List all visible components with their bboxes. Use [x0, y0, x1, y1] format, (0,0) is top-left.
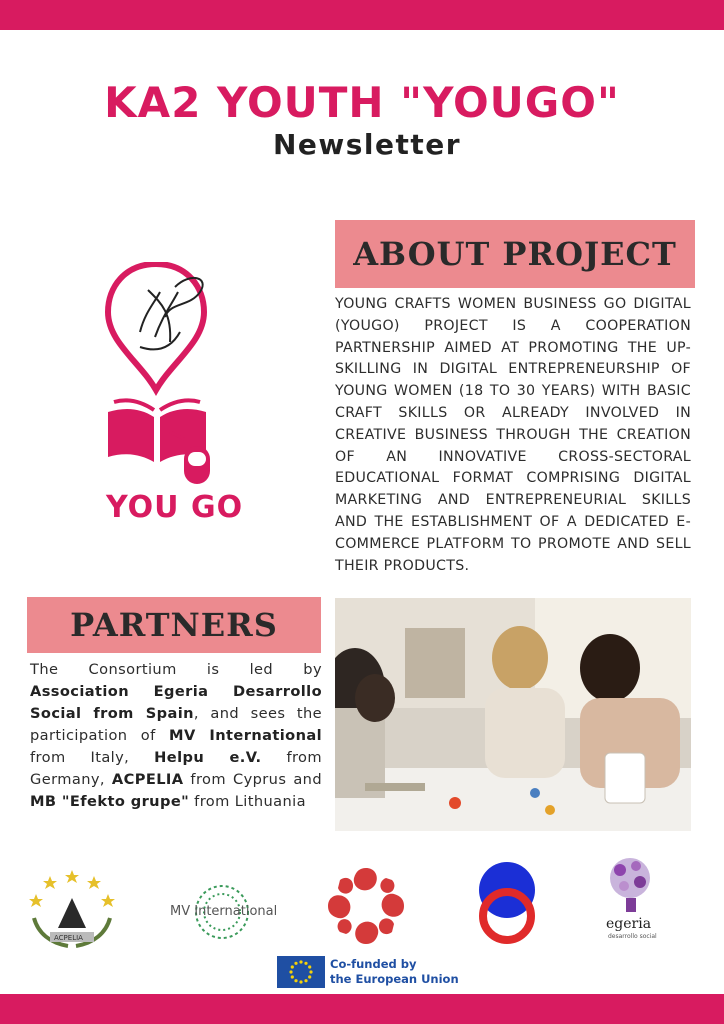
egeria-sublabel: desarrollo social [608, 933, 657, 940]
acpelia-label: ACPELIA [54, 934, 83, 942]
mv-international-logo [168, 880, 276, 942]
page-subtitle: Newsletter [272, 128, 462, 161]
acpelia-logo [28, 868, 116, 950]
workshop-photo [335, 598, 691, 831]
efekto-grupe-logo [476, 862, 538, 946]
partners-heading: PARTNERS [27, 597, 321, 653]
partners-text: The Consortium is led by Association Egeria Desarrollo Social from Spain, and sees the participation of MV International from Italy, Helpu e.V. from Germany, ACPELIA from Cyprus and MB "Efekto grupe" from Lithuania [30, 661, 323, 810]
eu-line1: Co-funded by [330, 957, 417, 971]
about-text: YOUNG CRAFTS WOMEN BUSINESS GO DIGITAL (YOUGO) PROJECT IS A COOPERATION PARTNERSHIP AIMED AT PROMOTING THE UP-SKILLING IN DIGITAL ENTREPRENEURSHIP OF YOUNG WOMEN (18 TO 30 YEARS) WITH BASIC CRAFT SKILLS OR ALREADY INVOLVED IN CREATIVE BUSINESS THROUGH THE CREATION OF AN INNOVATIVE CROSS-SECTORAL EDUCATIONAL FORMAT COMPRISING DIGITAL MARKETING AND ENTREPRENEURIAL SKILLS AND THE ESTABLISHMENT OF A DEDICATED E-COMMERCE PLATFORM TO PROMOTE AND SELL THEIR PRODUCTS. [335, 296, 691, 574]
eu-line2: the European Union [330, 972, 459, 986]
eu-flag-icon [277, 956, 325, 988]
eu-cofunded-text [330, 957, 459, 987]
helpu-logo [322, 862, 410, 950]
yougo-logo-caption: YOU GO [106, 490, 244, 525]
bottom-band [0, 994, 724, 1024]
mv-international-label: MV International [170, 904, 278, 919]
about-heading: ABOUT PROJECT [335, 220, 695, 288]
yougo-logo-icon [100, 262, 260, 502]
egeria-label: egeria [606, 916, 652, 932]
top-band [0, 0, 724, 30]
egeria-logo [606, 856, 668, 944]
page-title: KA2 YOUTH "YOUGO" [104, 78, 620, 127]
